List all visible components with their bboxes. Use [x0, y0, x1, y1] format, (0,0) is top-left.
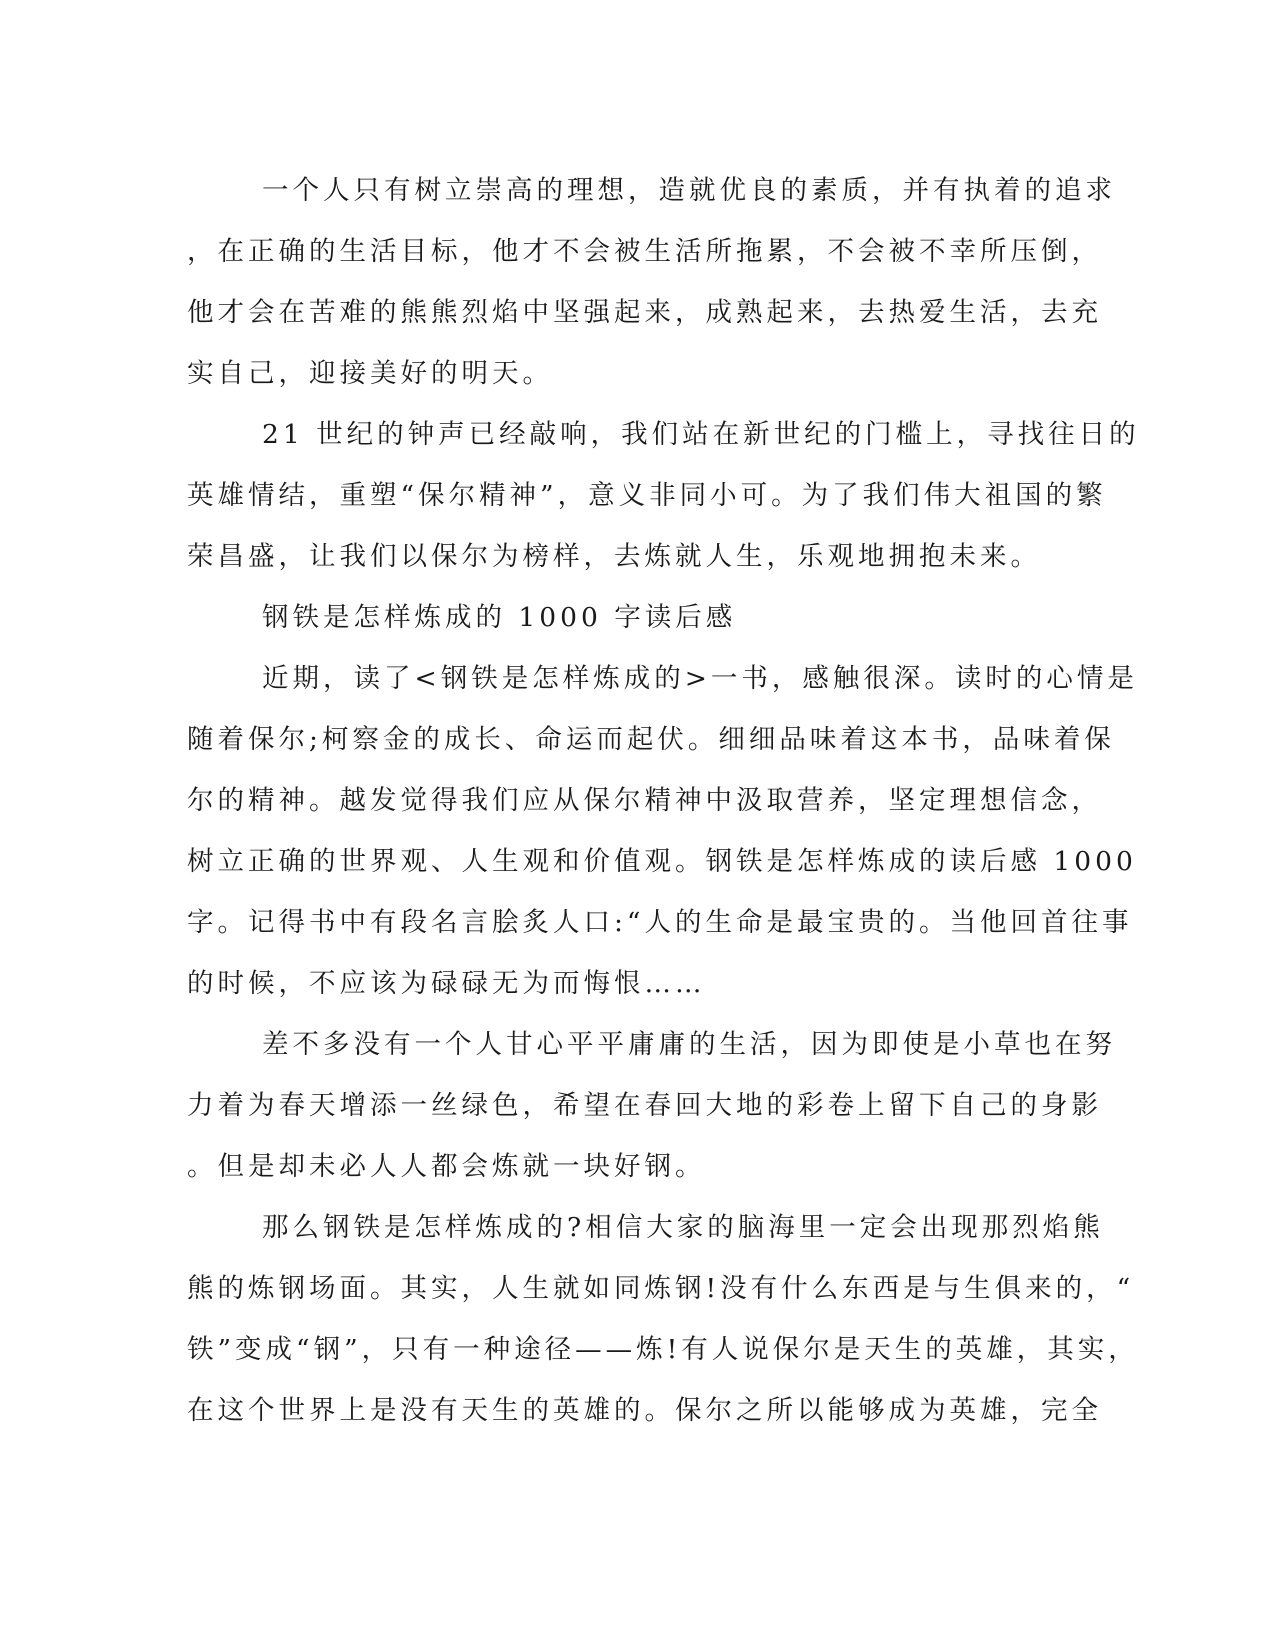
text-line: 他才会在苦难的熊熊烈焰中坚强起来，成熟起来，去热爱生活，去充	[187, 297, 1102, 328]
text-line: 差不多没有一个人甘心平平庸庸的生活，因为即使是小草也在努	[262, 1029, 1116, 1060]
text-line: 那么钢铁是怎样炼成的?相信大家的脑海里一定会出现那烈焰熊	[262, 1212, 1104, 1243]
paragraph-steel	[187, 1197, 1139, 1441]
text-line: 一个人只有树立崇高的理想，造就优良的素质，并有执着的追求	[262, 175, 1116, 206]
paragraph-reading	[187, 648, 1138, 1014]
paragraph-ideals	[187, 160, 1116, 404]
text-line: 近期，读了<钢铁是怎样炼成的>一书，感触很深。读时的心情是	[262, 663, 1138, 694]
text-line: 荣昌盛，让我们以保尔为榜样，去炼就人生，乐观地拥抱未来。	[187, 541, 1041, 572]
text-line: 在这个世界上是没有天生的英雄的。保尔之所以能够成为英雄，完全	[187, 1395, 1102, 1426]
text-line: ，在正确的生活目标，他才不会被生活所拖累，不会被不幸所压倒，	[187, 236, 1102, 267]
text-line: 铁”变成“钢”，只有一种途径——炼!有人说保尔是天生的英雄，其实，	[187, 1334, 1139, 1365]
paragraph-grass	[187, 1014, 1116, 1197]
text-line: 力着为春天增添一丝绿色，希望在春回大地的彩卷上留下自己的身影	[187, 1090, 1102, 1121]
text-line: 尔的精神。越发觉得我们应从保尔精神中汲取营养，坚定理想信念，	[187, 785, 1102, 816]
paragraph-new-century	[187, 404, 1140, 587]
text-line: 字。记得书中有段名言脍炙人口:“人的生命是最宝贵的。当他回首往事	[187, 907, 1133, 938]
text-line: 的时候，不应该为碌碌无为而悔恨……	[187, 968, 706, 999]
text-line: 实自己，迎接美好的明天。	[187, 358, 553, 389]
text-line: 21 世纪的钟声已经敲响，我们站在新世纪的门槛上，寻找往日的	[262, 419, 1140, 450]
document-body	[187, 160, 1140, 1441]
text-line: 随着保尔;柯察金的成长、命运而起伏。细细品味着这本书，品味着保	[187, 724, 1115, 755]
text-line: 熊的炼钢场面。其实，人生就如同炼钢!没有什么东西是与生俱来的，“	[187, 1273, 1135, 1304]
text-line: 英雄情结，重塑“保尔精神”，意义非同小可。为了我们伟大祖国的繁	[187, 480, 1107, 511]
text-line: 树立正确的世界观、人生观和价值观。钢铁是怎样炼成的读后感 1000	[187, 846, 1137, 877]
text-line: 。但是却未必人人都会炼就一块好钢。	[187, 1151, 706, 1182]
section-heading	[187, 587, 1087, 648]
heading-line: 钢铁是怎样炼成的 1000 字读后感	[262, 602, 737, 633]
